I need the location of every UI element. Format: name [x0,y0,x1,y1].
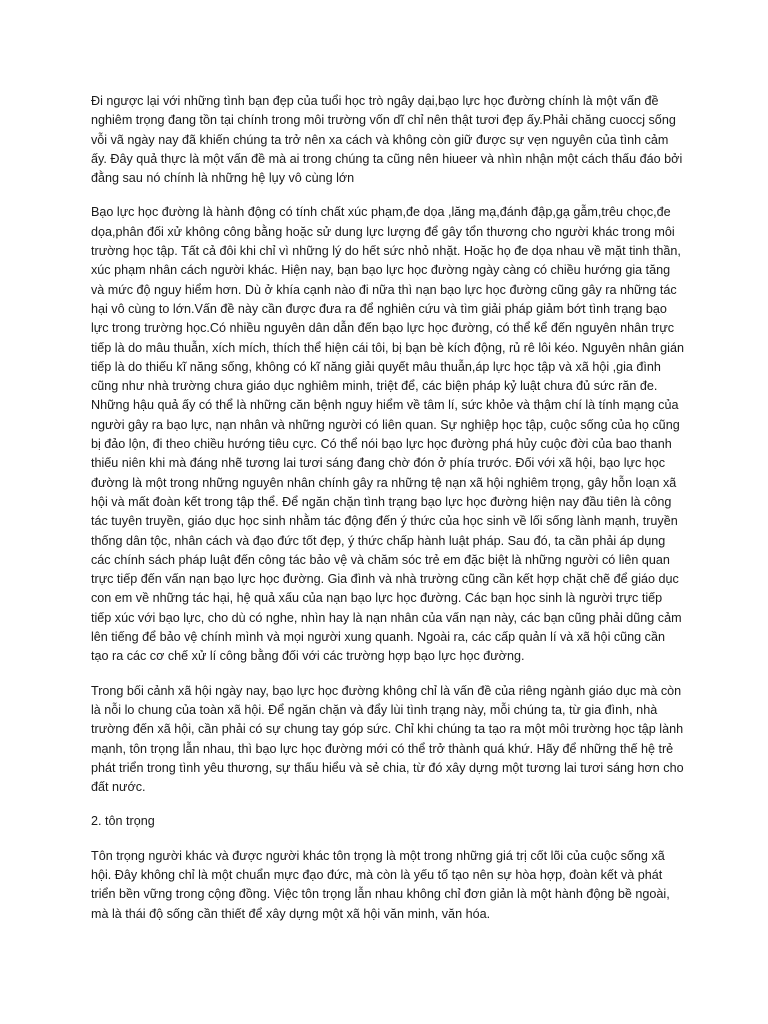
document-body [91,92,685,939]
respect-paragraph: Tôn trọng người khác và được người khác tôn trọng là một trong những giá trị cốt lõi của cuộc sống xã hội. Đây không chỉ là một chuẩn mực đạo đức, mà còn là yếu tố tạo nên sự hòa hợp, đoàn kết và phát triển bền vững trong cộng đồng. Việc tôn trọng lẫn nhau không chỉ đơn giản là một hành động bề ngoài, mà là thái độ sống cần thiết để xây dựng một xã hội văn minh, văn hóa. [91,848,670,921]
conclusion-paragraph: Trong bối cảnh xã hội ngày nay, bạo lực học đường không chỉ là vấn đề của riêng ngành giáo dục mà còn là nỗi lo chung của toàn xã hội. Để ngăn chặn và đẩy lùi tình trạng này, mỗi chúng ta, từ gia đình, nhà trường đến xã hội, cần phải có sự chung tay góp sức. Chỉ khi chúng ta tạo ra một môi trường học tập lành mạnh, tôn trọng lẫn nhau, thì bạo lực học đường mới có thể trở thành quá khứ. Hãy để những thế hệ trẻ phát triển trong tình yêu thương, sự thấu hiểu và sẻ chia, từ đó xây dựng một tương lai tươi sáng hơn cho đất nước. [91,683,684,795]
body-paragraph-school-violence: Bạo lực học đường là hành động có tính chất xúc phạm,đe dọa ,lăng mạ,đánh đập,gạ gẫm,trêu chọc,đe dọa,phân đối xử không công bằng hoặc sử dung lực lượng để gây tổn thương cho người khác trong môi trường học tập. Tất cả đôi khi chỉ vì những lý do hết sức nhỏ nhặt. Hoặc họ đe dọa nhau về mặt tinh thần, xúc phạm nhân cách người khác. Hiện nay, bạn bạo lực học đường ngày càng có chiều hướng gia tăng và mức độ nguy hiểm hơn. Dù ở khía cạnh nào đi nữa thì nạn bạo lực học đường cũng gây ra những tác hại vô cùng to lớn.Vấn đề này cần được đưa ra để nghiên cứu và tìm giải pháp giảm bớt tình trạng bạo lực trong trường học.Có nhiều nguyên dân dẫn đến bạo lực học đường, có thể kể đến nguyên nhân trực tiếp là do mâu thuẫn, xích mích, thích thể hiện cái tôi, bị bạn bè kích động, rủ rê lôi kéo. Nguyên nhân gián tiếp là do thiếu kĩ năng sống, không có kĩ năng giải quyết mâu thuẫn,áp lực học tập và xã hội ,gia đình cũng như nhà trường chưa giáo dục nghiêm minh, triệt để, các biện pháp kỷ luật chưa đủ sức răn đe. Những hậu quả ấy có thể là những căn bệnh nguy hiểm về tâm lí, sức khỏe và thậm chí là tính mạng của người gây ra bạo lực, nạn nhân và những người có liên quan. Sự nghiệp học tập, cuộc sống của họ cũng bị đảo lộn, đi theo chiều hướng tiêu cực. Có thể nói bạo lực học đường phá hủy cuộc đời của bao thanh thiếu niên khi mà đáng nhẽ tương lai tươi sáng đang chờ đón ở phía trước. Đối với xã hội, bạo lực học đường là một trong những nguyên nhân chính gây ra những tệ nạn xã hội nghiêm trọng, gây hỗn loạn xã hội và mất đoàn kết trong tập thể. Để ngăn chặn tình trạng bạo lực học đường hiện nay đầu tiên là công tác tuyên truyền, giáo dục học sinh nhằm tác động đến ý thức của học sinh về lối sống lành mạnh, truyền thống dân tộc, nhân cách và đạo đức tốt đẹp, ý thức chấp hành luật pháp. Sau đó, ta cần phải áp dụng các chính sách pháp luật đến công tác bảo vệ và chăm sóc trẻ em đặc biệt là những người có liên quan trực tiếp đến vấn nạn bạo lực học đường. Gia đình và nhà trường cũng cần kết hợp chặt chẽ để giáo dục con em về những tác hại, hệ quả xấu của nạn bạo lực học đường. Các bạn học sinh là người trực tiếp tiếp xúc với bạo lực, cho dù có nghe, nhìn hay là nạn nhân của vấn nạn này, các bạn cũng phải dũng cảm lên tiếng để bảo vệ chính mình và mọi người xung quanh. Ngoài ra, các cấp quản lí và xã hội cũng cần tạo ra các cơ chế xử lí công bằng đối với các trường hợp bạo lực học đường. [91,205,684,664]
section-heading-respect: 2. tôn trọng [91,814,155,829]
intro-paragraph: Đi ngược lại với những tình bạn đẹp của tuổi học trò ngây dại,bạo lực học đường chính là một vấn đề nghiêm trọng đang tồn tại chính trong môi trường vốn dĩ chỉ nên thật tươi đẹp ấy.Phải chăng cuoccj sống vỗi vã ngày nay đã khiến chúng ta trở nên xa cách và không còn giữ được sự vẹn nguyên của tình cảm ấy. Đây quả thực là một vấn đề mà ai trong chúng ta cũng nên hiueer và nhìn nhận một cách thấu đáo bởi đằng sau nó chính là những hệ lụy vô cùng lớn [91,94,683,186]
